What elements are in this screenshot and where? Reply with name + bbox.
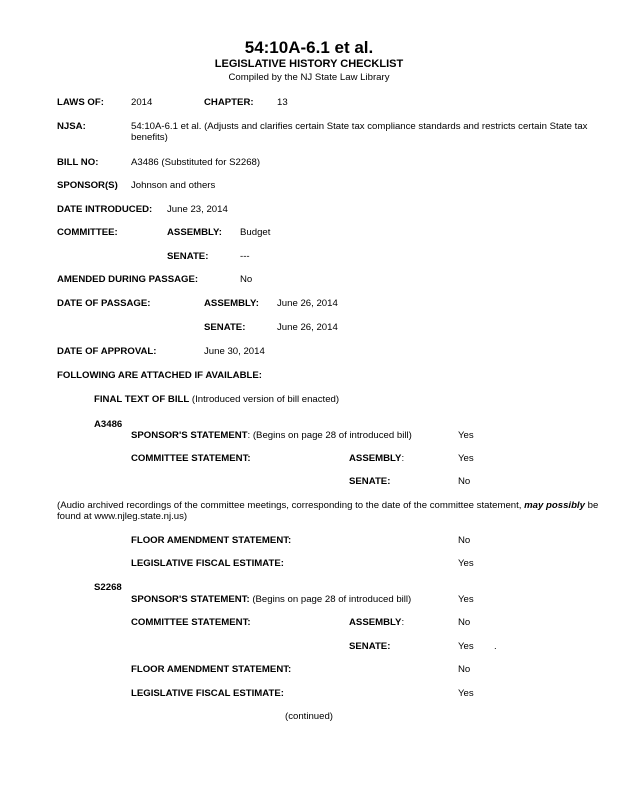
sponsors-value: Johnson and others: [131, 180, 216, 191]
s2268-committee-label: COMMITTEE STATEMENT:: [131, 617, 251, 628]
audio-archive-note: (Audio archived recordings of the committee meetings, corresponding to the date of the committee statement, may possibly be found at www.njleg.state.nj.us): [57, 500, 599, 522]
s2268-sponsor-note: (Begins on page 28 of introduced bill): [249, 594, 412, 605]
passage-assembly-label: ASSEMBLY:: [204, 298, 259, 309]
committee-assembly-value: Budget: [240, 227, 271, 238]
date-introduced-value: June 23, 2014: [167, 204, 228, 215]
committee-senate-label: SENATE:: [167, 251, 209, 262]
laws-of-label: LAWS OF:: [57, 97, 104, 108]
s2268-senate-label: SENATE:: [349, 641, 391, 652]
checklist-subtitle: LEGISLATIVE HISTORY CHECKLIST: [214, 58, 404, 70]
a3486-assembly-label: ASSEMBLY: [349, 453, 402, 464]
s2268-assembly-line: [349, 617, 404, 628]
passage-assembly-value: June 26, 2014: [277, 298, 338, 309]
s2268-sponsor-value: Yes: [458, 594, 474, 605]
s2268-senate-mark: .: [494, 641, 497, 652]
s2268-floor-value: No: [458, 664, 471, 675]
committee-label: COMMITTEE:: [57, 227, 118, 238]
s2268-bill-label: S2268: [94, 582, 122, 593]
s2268-assembly-value: No: [458, 617, 471, 628]
amended-value: No: [240, 274, 253, 285]
passage-label: DATE OF PASSAGE:: [57, 298, 151, 309]
final-text-label: FINAL TEXT OF BILL: [94, 394, 190, 405]
bill-no-value: A3486 (Substituted for S2268): [131, 157, 261, 168]
s2268-fiscal-value: Yes: [458, 688, 474, 699]
a3486-assembly-value: Yes: [458, 453, 474, 464]
attached-heading: FOLLOWING ARE ATTACHED IF AVAILABLE:: [57, 370, 262, 381]
final-text-note: (Introduced version of bill enacted): [189, 394, 340, 405]
a3486-bill-label: A3486: [94, 419, 123, 430]
laws-of-value: 2014: [131, 97, 153, 108]
a3486-fiscal-value: Yes: [458, 558, 474, 569]
a3486-sponsor-label: SPONSOR'S STATEMENT: [131, 430, 248, 441]
page-title: 54:10A-6.1 et al.: [244, 38, 374, 57]
a3486-senate-value: No: [458, 476, 471, 487]
audio-note-emphasis: may possibly: [524, 500, 585, 511]
passage-senate-label: SENATE:: [204, 322, 246, 333]
bill-no-label: BILL NO:: [57, 157, 99, 168]
a3486-senate-label: SENATE:: [349, 476, 391, 487]
s2268-sponsor-label: SPONSOR'S STATEMENT:: [131, 594, 250, 605]
njsa-label: NJSA:: [57, 121, 86, 132]
a3486-fiscal-label: LEGISLATIVE FISCAL ESTIMATE:: [131, 558, 284, 569]
s2268-floor-label: FLOOR AMENDMENT STATEMENT:: [131, 664, 292, 675]
a3486-sponsor-value: Yes: [458, 430, 474, 441]
s2268-fiscal-label: LEGISLATIVE FISCAL ESTIMATE:: [131, 688, 284, 699]
amended-label: AMENDED DURING PASSAGE:: [57, 274, 199, 285]
continued-note: (continued): [285, 711, 333, 722]
njsa-value: 54:10A-6.1 et al. (Adjusts and clarifies certain State tax compliance standards and restricts certain State tax benefits): [131, 121, 588, 143]
a3486-floor-label: FLOOR AMENDMENT STATEMENT:: [131, 535, 292, 546]
committee-assembly-label: ASSEMBLY:: [167, 227, 222, 238]
a3486-assembly-line: [349, 453, 404, 464]
chapter-value: 13: [277, 97, 288, 108]
date-introduced-label: DATE INTRODUCED:: [57, 204, 153, 215]
s2268-assembly-colon: :: [401, 617, 405, 628]
final-text-line: [94, 394, 339, 405]
sponsors-label: SPONSOR(S): [57, 180, 118, 191]
a3486-sponsor-line: [131, 430, 412, 441]
committee-senate-value: ---: [240, 251, 250, 262]
approval-value: June 30, 2014: [204, 346, 265, 357]
s2268-sponsor-line: [131, 594, 411, 605]
a3486-committee-label: COMMITTEE STATEMENT:: [131, 453, 251, 464]
approval-label: DATE OF APPROVAL:: [57, 346, 157, 357]
a3486-sponsor-note: : (Begins on page 28 of introduced bill): [247, 430, 412, 441]
a3486-floor-value: No: [458, 535, 471, 546]
s2268-senate-value: Yes: [458, 641, 474, 652]
a3486-assembly-colon: :: [401, 453, 405, 464]
compiled-by: Compiled by the NJ State Law Library: [228, 72, 390, 83]
s2268-assembly-label: ASSEMBLY: [349, 617, 402, 628]
passage-senate-value: June 26, 2014: [277, 322, 338, 333]
chapter-label: CHAPTER:: [204, 97, 254, 108]
